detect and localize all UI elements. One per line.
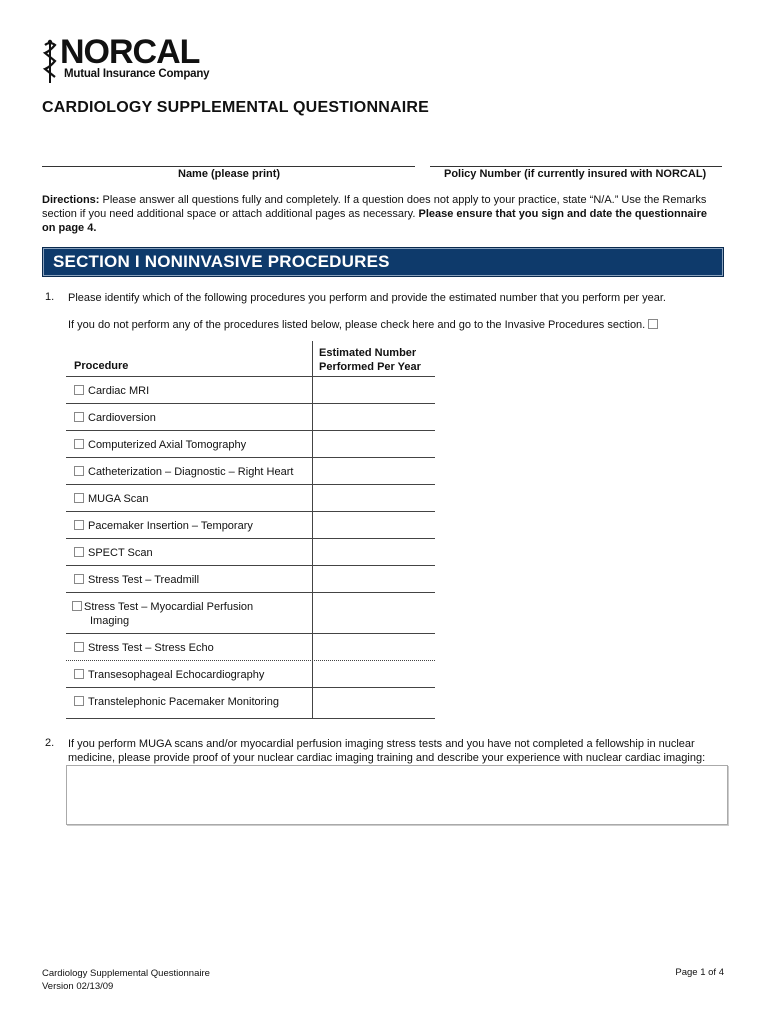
question-2-answer-box[interactable] xyxy=(66,765,728,825)
procedure-label: Catheterization – Diagnostic – Right Heart xyxy=(88,466,294,478)
footer-version: Version 02/13/09 xyxy=(42,981,114,992)
table-header-estimate xyxy=(319,346,421,374)
procedure-label: Pacemaker Insertion – Temporary xyxy=(88,520,253,532)
procedure-checkbox[interactable] xyxy=(74,669,84,679)
skip-noninvasive-checkbox[interactable] xyxy=(648,319,658,329)
table-row xyxy=(66,457,435,485)
table-row xyxy=(66,430,435,458)
document-title: CARDIOLOGY SUPPLEMENTAL QUESTIONNAIRE xyxy=(42,99,429,116)
directions-emphasis: Please ensure that you sign and date the questionnaire on page 4. xyxy=(42,208,707,234)
directions-text: Please answer all questions fully and completely. If a question does not apply to your practice, state “N/A.” Use the Remarks section if you need additional space or attach additional pages as necessary. xyxy=(42,194,707,220)
question-2-number: 2. xyxy=(45,737,55,749)
table-row xyxy=(66,660,435,688)
section-title: SECTION I NONINVASIVE PROCEDURES xyxy=(53,252,390,271)
footer-page-number: Page 1 of 4 xyxy=(675,967,724,978)
table-row xyxy=(66,403,435,431)
table-row xyxy=(66,633,435,661)
procedure-checkbox[interactable] xyxy=(74,642,84,652)
policy-number-field[interactable] xyxy=(430,166,722,167)
question-1-text: Please identify which of the following procedures you perform and provide the estimated number that you perform per year. xyxy=(68,292,666,304)
section-header xyxy=(42,247,724,277)
procedure-checkbox[interactable] xyxy=(74,574,84,584)
footer-document-name: Cardiology Supplemental Questionnaire xyxy=(42,968,210,979)
table-row xyxy=(66,565,435,593)
procedure-checkbox[interactable] xyxy=(74,466,84,476)
procedure-label: SPECT Scan xyxy=(88,547,153,559)
table-row xyxy=(66,511,435,539)
logo-wordmark: NORCAL xyxy=(60,33,200,71)
procedure-label: Transesophageal Echocardiography xyxy=(88,669,265,681)
caduceus-icon xyxy=(42,39,58,83)
procedure-checkbox[interactable] xyxy=(72,601,82,611)
procedure-label: Cardiac MRI xyxy=(88,385,150,397)
policy-number-label: Policy Number (if currently insured with NORCAL) xyxy=(444,168,707,180)
name-label: Name (please print) xyxy=(178,168,281,180)
procedure-label: Cardioversion xyxy=(88,412,156,424)
question-2-text: If you perform MUGA scans and/or myocardial perfusion imaging stress tests and you have not completed a fellowship in nuclear medicine, please provide proof of your nuclear cardiac imaging training and describe your experience with nuclear cardiac imaging: xyxy=(68,738,706,764)
directions-lead: Directions: xyxy=(42,194,100,206)
procedure-label: Stress Test – Treadmill xyxy=(88,574,200,586)
procedure-checkbox[interactable] xyxy=(74,547,84,557)
name-field[interactable] xyxy=(42,166,415,167)
procedure-checkbox[interactable] xyxy=(74,493,84,503)
table-row xyxy=(66,687,435,719)
question-1-number: 1. xyxy=(45,291,55,303)
table-row xyxy=(66,592,435,634)
question-1-skip-text: If you do not perform any of the procedures listed below, please check here and go to the Invasive Procedures section. xyxy=(68,319,646,331)
procedure-label: Stress Test – Stress Echo xyxy=(88,642,214,654)
procedure-label: Stress Test – Myocardial Perfusion xyxy=(84,601,254,613)
procedure-label: Transtelephonic Pacemaker Monitoring xyxy=(88,696,279,708)
question-1-skip xyxy=(68,318,728,332)
procedure-label-continued: Imaging xyxy=(90,615,130,627)
norcal-logo xyxy=(42,33,232,85)
procedure-checkbox[interactable] xyxy=(74,412,84,422)
table-row xyxy=(66,376,435,404)
procedure-label: Computerized Axial Tomography xyxy=(88,439,247,451)
footer-left xyxy=(42,967,210,993)
procedure-checkbox[interactable] xyxy=(74,520,84,530)
logo-subtitle: Mutual Insurance Company xyxy=(64,68,210,80)
procedure-label: MUGA Scan xyxy=(88,493,149,505)
directions xyxy=(42,193,718,235)
procedure-checkbox[interactable] xyxy=(74,696,84,706)
table-header-estimate-line2: Performed Per Year xyxy=(319,361,421,373)
table-row xyxy=(66,538,435,566)
procedure-checkbox[interactable] xyxy=(74,385,84,395)
table-header-estimate-line1: Estimated Number xyxy=(319,347,417,359)
table-header-procedure: Procedure xyxy=(74,360,129,372)
procedure-checkbox[interactable] xyxy=(74,439,84,449)
table-row xyxy=(66,484,435,512)
